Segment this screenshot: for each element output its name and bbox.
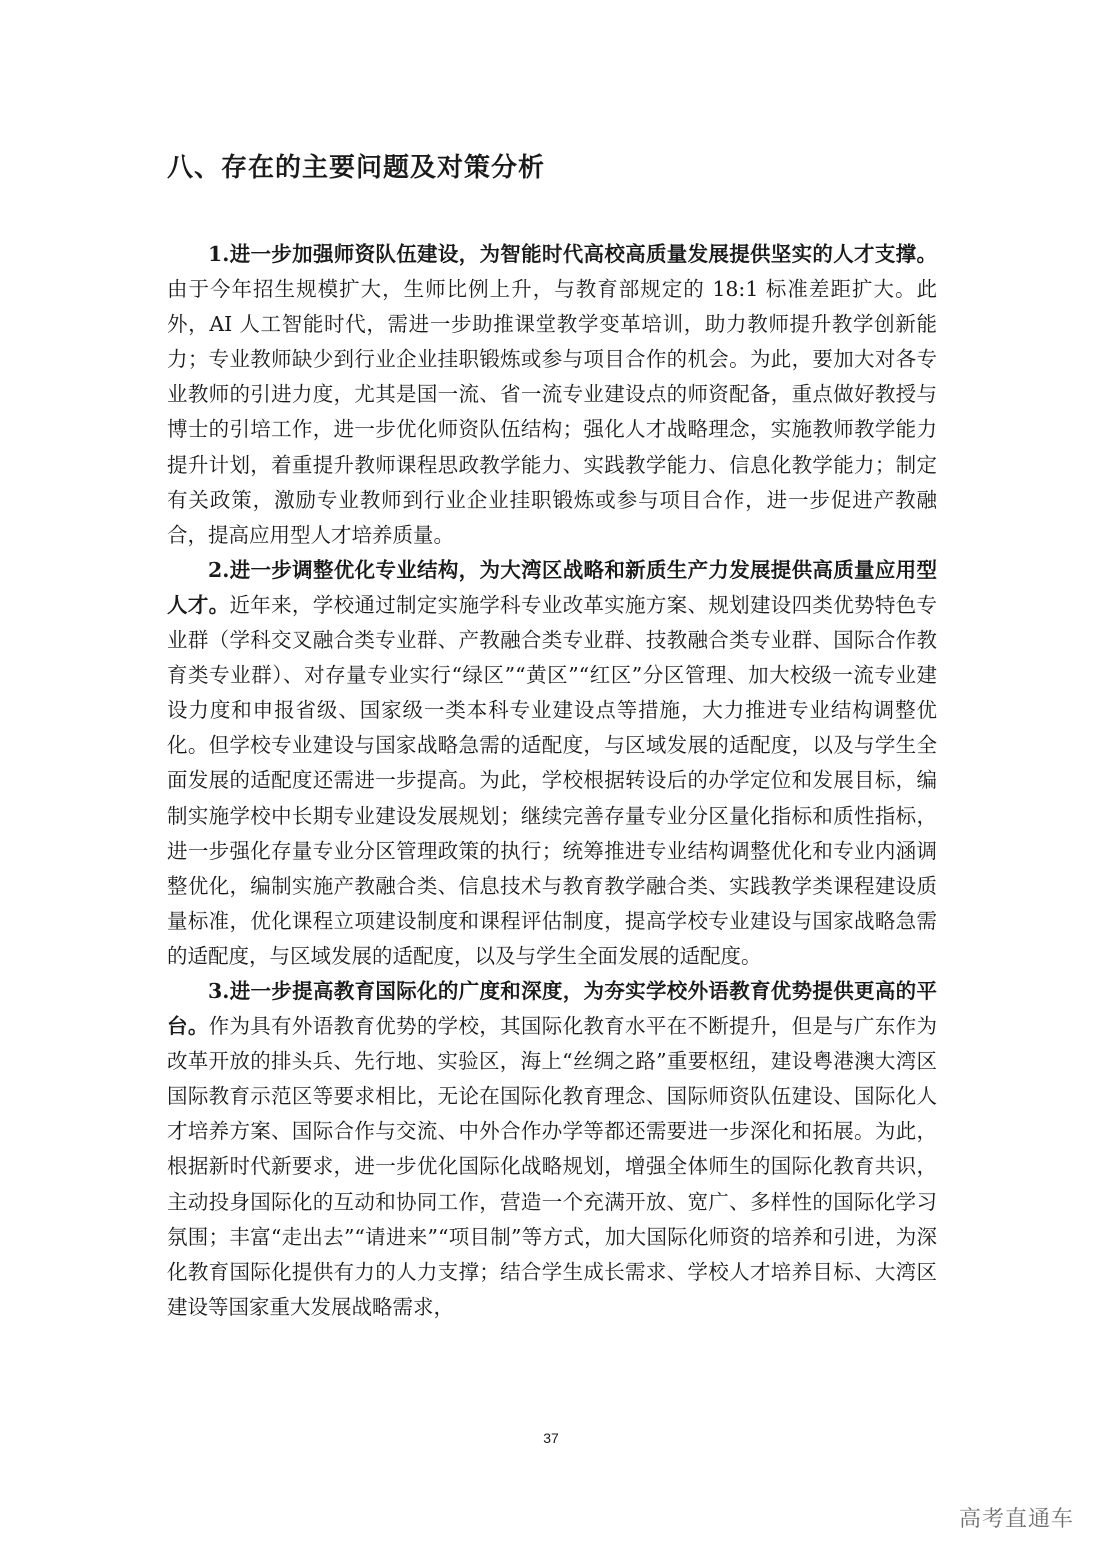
paragraph-1	[167, 237, 937, 553]
paragraph-2-lead: 2.进一步调整优化专业结构，为大湾区战略和新质生产力发展提供高质量应用型人才。	[167, 557, 937, 617]
paragraph-3-text: 作为具有外语教育优势的学校，其国际化教育水平在不断提升，但是与广东作为改革开放的排头兵、先行地、实验区，海上“丝绸之路”重要枢纽，建设粤港澳大湾区国际教育示范区等要求相比，无论在国际化教育理念、国际师资队伍建设、国际化人才培养方案、国际合作与交流、中外合作办学等都还需要进一步深化和拓展。为此，根据新时代新要求，进一步优化国际化战略规划，增强全体师生的国际化教育共识，主动投身国际化的互动和协同工作，营造一个充满开放、宽广、多样性的国际化学习氛围；丰富“走出去”“请进来”“项目制”等方式，加大国际化师资的培养和引进，为深化教育国际化提供有力的人力支撑；结合学生成长需求、学校人才培养目标、大湾区建设等国家重大发展战略需求，	[167, 1014, 937, 1319]
paragraph-1-lead: 1.进一步加强师资队伍建设，为智能时代高校高质量发展提供坚实的人才支撑。	[208, 242, 937, 266]
paragraph-3	[167, 974, 937, 1325]
watermark: 高考直通车	[958, 1507, 1074, 1532]
page-number: 37	[543, 1430, 559, 1446]
paragraph-2-text: 近年来，学校通过制定实施学科专业改革实施方案、规划建设四类优势特色专业群（学科交叉融合类专业群、产教融合类专业群、技教融合类专业群、国际合作教育类专业群）、对存量专业实行“绿区”“黄区”“红区”分区管理、加大校级一流专业建设力度和申报省级、国家级一类本科专业建设点等措施，大力推进专业结构调整优化。但学校专业建设与国家战略急需的适配度，与区域发展的适配度，以及与学生全面发展的适配度还需进一步提高。为此，学校根据转设后的办学定位和发展目标，编制实施学校中长期专业建设发展规划；继续完善存量专业分区量化指标和质性指标，进一步强化存量专业分区管理政策的执行；统筹推进专业结构调整优化和专业内涵调整优化，编制实施产教融合类、信息技术与教育教学融合类、实践教学类课程建设质量标准，优化课程立项建设制度和课程评估制度，提高学校专业建设与国家战略急需的适配度，与区域发展的适配度，以及与学生全面发展的适配度。	[167, 592, 938, 968]
document-body	[167, 237, 937, 1325]
paragraph-3-lead: 3.进一步提高教育国际化的广度和深度，为夯实学校外语教育优势提供更高的平台。	[167, 978, 937, 1039]
paragraph-2	[167, 553, 937, 974]
section-heading: 八、存在的主要问题及对策分析	[167, 153, 546, 183]
paragraph-1-text: 由于今年招生规模扩大，生师比例上升，与教育部规定的 18:1 标准差距扩大。此外，AI 人工智能时代，需进一步助推课堂教学变革培训，助力教师提升教学创新能力；专业教师缺少到行业企业挂职锻炼或参与项目合作的机会。为此，要加大对各专业教师的引进力度，尤其是国一流、省一流专业建设点的师资配备，重点做好教授与博士的引培工作，进一步优化师资队伍结构；强化人才战略理念，实施教师教学能力提升计划，着重提升教师课程思政教学能力、实践教学能力、信息化教学能力；制定有关政策，激励专业教师到行业企业挂职锻炼或参与项目合作，进一步促进产教融合，提高应用型人才培养质量。	[167, 277, 937, 547]
